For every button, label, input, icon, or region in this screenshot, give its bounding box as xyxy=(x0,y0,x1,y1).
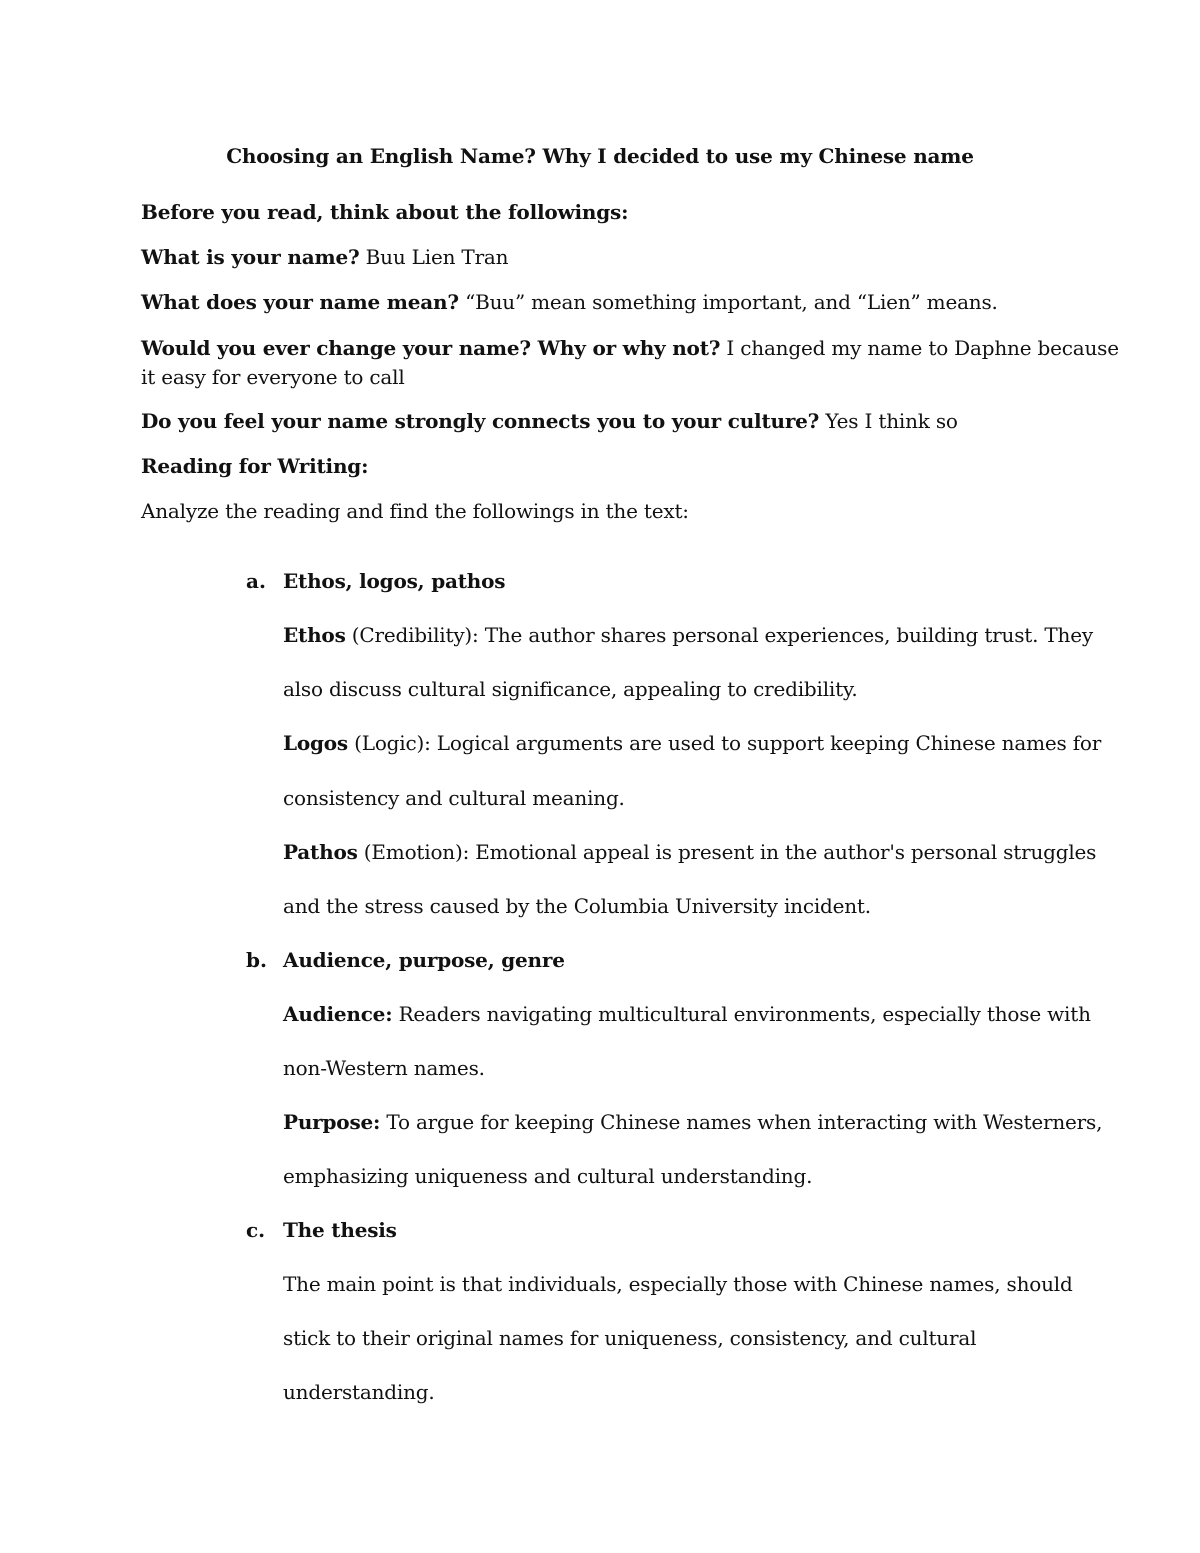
reading-for-writing-heading: Reading for Writing: xyxy=(141,454,369,478)
question-label: What is your name? xyxy=(141,245,360,269)
logos-continuation: consistency and cultural meaning. xyxy=(283,786,625,810)
answer-continuation: it easy for everyone to call xyxy=(141,365,405,389)
thesis-line-2: stick to their original names for uniqueness, consistency, and cultural xyxy=(283,1326,977,1350)
section-c-heading: The thesis xyxy=(283,1218,397,1242)
ethos-paragraph xyxy=(283,623,1093,647)
question-name xyxy=(141,245,508,269)
ethos-text: (Credibility): The author shares personal experiences, building trust. They xyxy=(345,623,1093,647)
pathos-label: Pathos xyxy=(283,840,358,864)
question-label: What does your name mean? xyxy=(141,290,459,314)
ethos-continuation: also discuss cultural significance, appealing to credibility. xyxy=(283,677,858,701)
question-culture xyxy=(141,409,958,433)
purpose-continuation: emphasizing uniqueness and cultural understanding. xyxy=(283,1164,813,1188)
logos-text: (Logic): Logical arguments are used to support keeping Chinese names for xyxy=(348,731,1102,755)
list-marker-a: a. xyxy=(246,569,266,593)
answer-text: “Buu” mean something important, and “Lien” means. xyxy=(458,290,998,314)
purpose-label: Purpose: xyxy=(283,1110,381,1134)
ethos-label: Ethos xyxy=(283,623,346,647)
section-b-heading: Audience, purpose, genre xyxy=(283,948,565,972)
question-meaning xyxy=(141,290,998,314)
pathos-paragraph xyxy=(283,840,1096,864)
audience-continuation: non-Western names. xyxy=(283,1056,485,1080)
list-marker-b: b. xyxy=(246,948,267,972)
question-label: Would you ever change your name? Why or why not? xyxy=(141,336,721,360)
audience-paragraph xyxy=(283,1002,1091,1026)
pathos-text: (Emotion): Emotional appeal is present in the author's personal struggles xyxy=(357,840,1097,864)
purpose-paragraph xyxy=(283,1110,1102,1134)
logos-paragraph xyxy=(283,731,1101,755)
answer-text: I changed my name to Daphne because xyxy=(720,336,1119,360)
purpose-text: To argue for keeping Chinese names when interacting with Westerners, xyxy=(380,1110,1103,1134)
question-label: Do you feel your name strongly connects you to your culture? xyxy=(141,409,820,433)
answer-text: Buu Lien Tran xyxy=(359,245,509,269)
answer-text: Yes I think so xyxy=(819,409,958,433)
thesis-line-3: understanding. xyxy=(283,1380,435,1404)
page-title: Choosing an English Name? Why I decided to use my Chinese name xyxy=(226,144,974,168)
pathos-continuation: and the stress caused by the Columbia University incident. xyxy=(283,894,871,918)
prereading-heading: Before you read, think about the followings: xyxy=(141,200,629,224)
audience-text: Readers navigating multicultural environments, especially those with xyxy=(392,1002,1091,1026)
question-change-name xyxy=(141,336,1119,360)
thesis-line-1: The main point is that individuals, especially those with Chinese names, should xyxy=(283,1272,1073,1296)
section-a-heading: Ethos, logos, pathos xyxy=(283,569,506,593)
list-marker-c: c. xyxy=(246,1218,266,1242)
logos-label: Logos xyxy=(283,731,348,755)
instruction-text: Analyze the reading and find the followings in the text: xyxy=(141,499,689,523)
audience-label: Audience: xyxy=(283,1002,393,1026)
